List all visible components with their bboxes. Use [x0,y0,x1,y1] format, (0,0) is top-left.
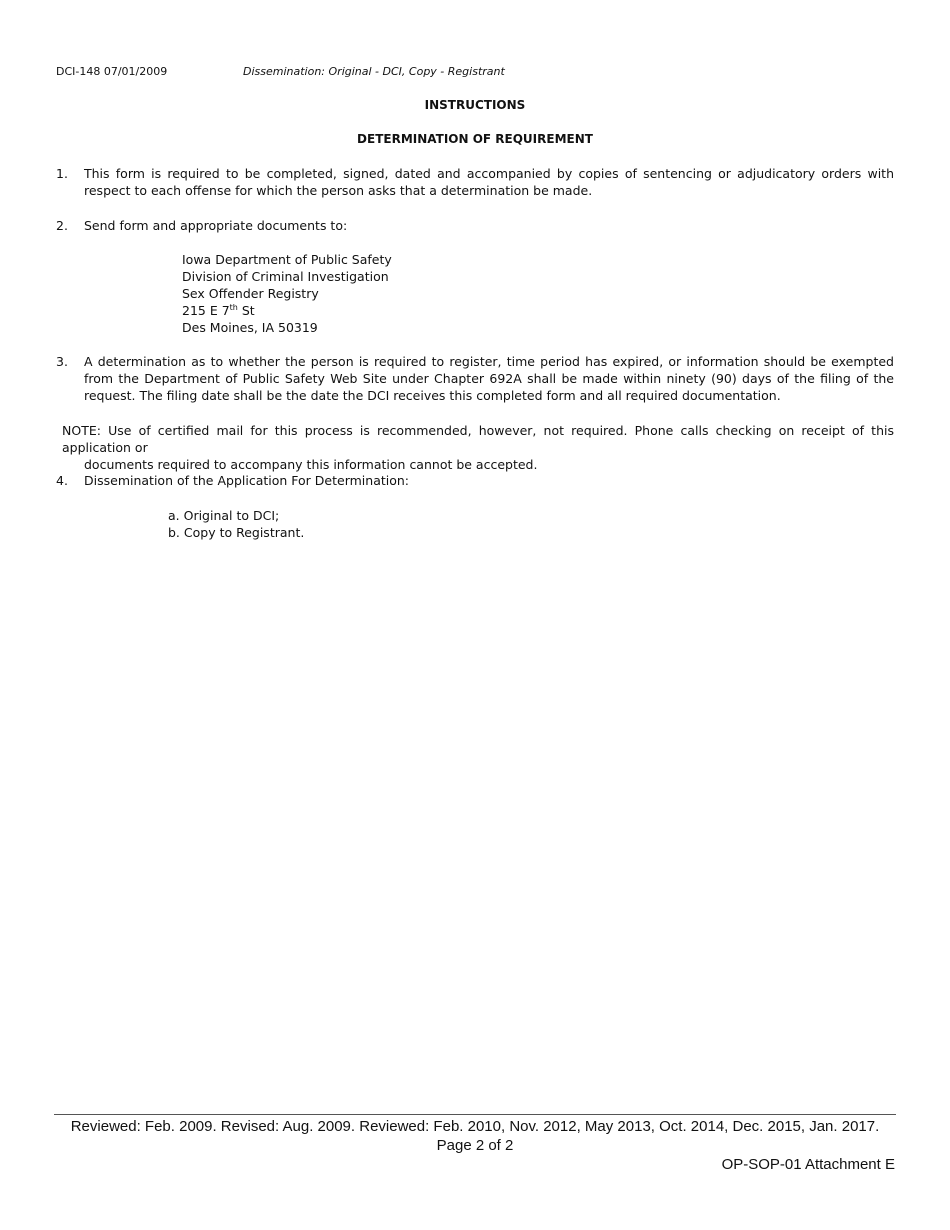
instruction-item-4 [56,472,894,489]
document-reference: OP-SOP-01 Attachment E [721,1156,895,1173]
item-number: 1. [56,166,68,181]
item-text: Send form and appropriate documents to: [84,218,348,233]
instruction-item-3 [56,353,894,404]
item-number: 4. [56,473,68,488]
address-line: Iowa Department of Public Safety [182,252,392,267]
note-text: Use of certified mail for this process is recommended, however, not required. Phone calls checking on receipt of this application or [62,423,894,455]
instruction-item-1 [56,165,894,199]
mailing-address [182,251,392,336]
footer-divider [54,1114,896,1115]
dissemination-list [168,507,304,541]
note [62,422,894,473]
note-label: NOTE: [62,423,101,438]
address-line: Division of Criminal Investigation [182,269,389,284]
item-number: 2. [56,218,68,233]
instructions-title: INSTRUCTIONS [424,98,526,112]
dissemination-header: Dissemination: Original - DCI, Copy - Registrant [243,65,505,78]
page-number: Page 2 of 2 [436,1137,514,1154]
item-text: This form is required to be completed, signed, dated and accompanied by copies of sentencing or adjudicatory orders with respect to each offense for which the person asks that a determination be made. [84,166,894,198]
list-item: b. Copy to Registrant. [168,525,305,540]
form-id: DCI-148 07/01/2009 [56,65,168,78]
item-text: Dissemination of the Application For Determination: [84,473,410,488]
instruction-item-2 [56,217,894,234]
address-line: Des Moines, IA 50319 [182,320,318,335]
review-history: Reviewed: Feb. 2009. Revised: Aug. 2009. Reviewed: Feb. 2010, Nov. 2012, May 2013, Oct. 2014, Dec. 2015, Jan. 2017. [70,1118,880,1135]
determination-title: DETERMINATION OF REQUIREMENT [357,132,593,146]
list-item: a. Original to DCI; [168,508,280,523]
item-number: 3. [56,354,68,369]
address-street: 215 E 7th St [182,302,255,318]
note-continuation: documents required to accompany this information cannot be accepted. [84,457,538,472]
address-line: Sex Offender Registry [182,286,319,301]
item-text: A determination as to whether the person is required to register, time period has expired, or information should be exempted from the Department of Public Safety Web Site under Chapter 692A shall be made within ninety (90) days of the filing of the request. The filing date shall be the date the DCI receives this completed form and all required documentation. [84,354,894,403]
